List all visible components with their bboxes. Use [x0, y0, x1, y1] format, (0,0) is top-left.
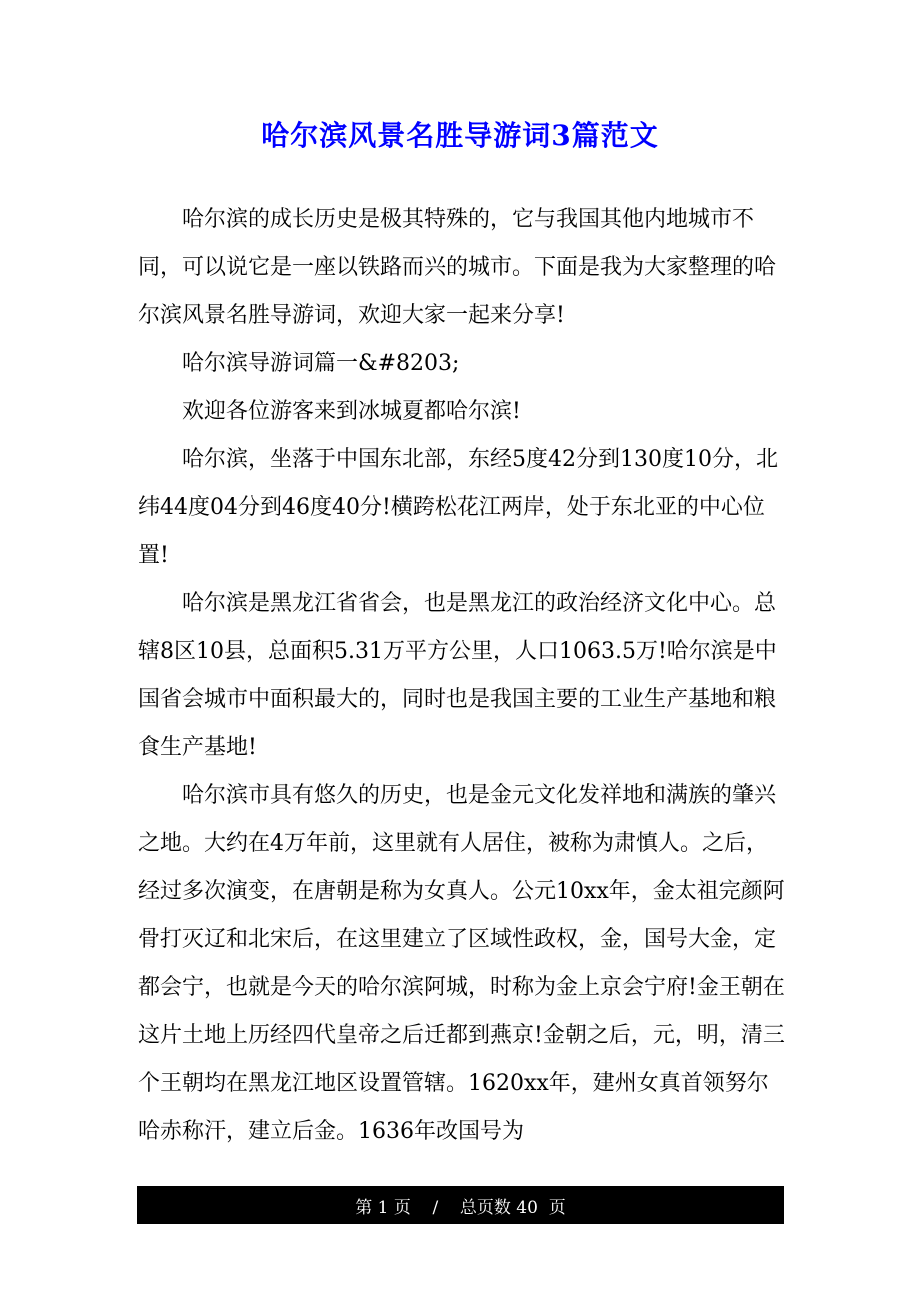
paragraph-capital: 哈尔滨是黑龙江省省会，也是黑龙江的政治经济文化中心。总辖8区10县，总面积5.31万平方公里，人口1063.5万!哈尔滨是中国省会城市中面积最大的，同时也是我国主要的工业生产基地和粮食生产基地! [138, 591, 777, 760]
paragraph-intro: 哈尔滨的成长历史是极其特殊的，它与我国其他内地城市不同，可以说它是一座以铁路而兴的城市。下面是我为大家整理的哈尔滨风景名胜导游词，欢迎大家一起来分享! [138, 207, 777, 328]
paragraph-welcome: 欢迎各位游客来到冰城夏都哈尔滨! [182, 399, 521, 424]
page-footer [137, 1186, 784, 1224]
page-number-text: 第 1 页 / 总页数 40 页 [355, 1197, 566, 1218]
document-body [138, 196, 788, 1156]
paragraph-history: 哈尔滨市具有悠久的历史，也是金元文化发祥地和满族的肇兴之地。大约在4万年前，这里就有人居住，被称为肃慎人。之后，经过多次演变，在唐朝是称为女真人。公元10xx年，金太祖完颜阿骨打灭辽和北宋后，在这里建立了区域性政权，金，国号大金，定都会宁，也就是今天的哈尔滨阿城，时称为金上京会宁府!金王朝在这片土地上历经四代皇帝之后迁都到燕京!金朝之后，元，明，清三个王朝均在黑龙江地区设置管辖。1620xx年，建州女真首领努尔哈赤称汗，建立后金。1636年改国号为 [138, 783, 785, 1144]
document-title: 哈尔滨风景名胜导游词3篇范文 [261, 119, 659, 152]
paragraph-section-heading: 哈尔滨导游词篇一&#8203; [182, 351, 460, 376]
paragraph-location: 哈尔滨，坐落于中国东北部，东经5度42分到130度10分，北纬44度04分到46度40分!横跨松花江两岸，处于东北亚的中心位置! [138, 447, 778, 568]
